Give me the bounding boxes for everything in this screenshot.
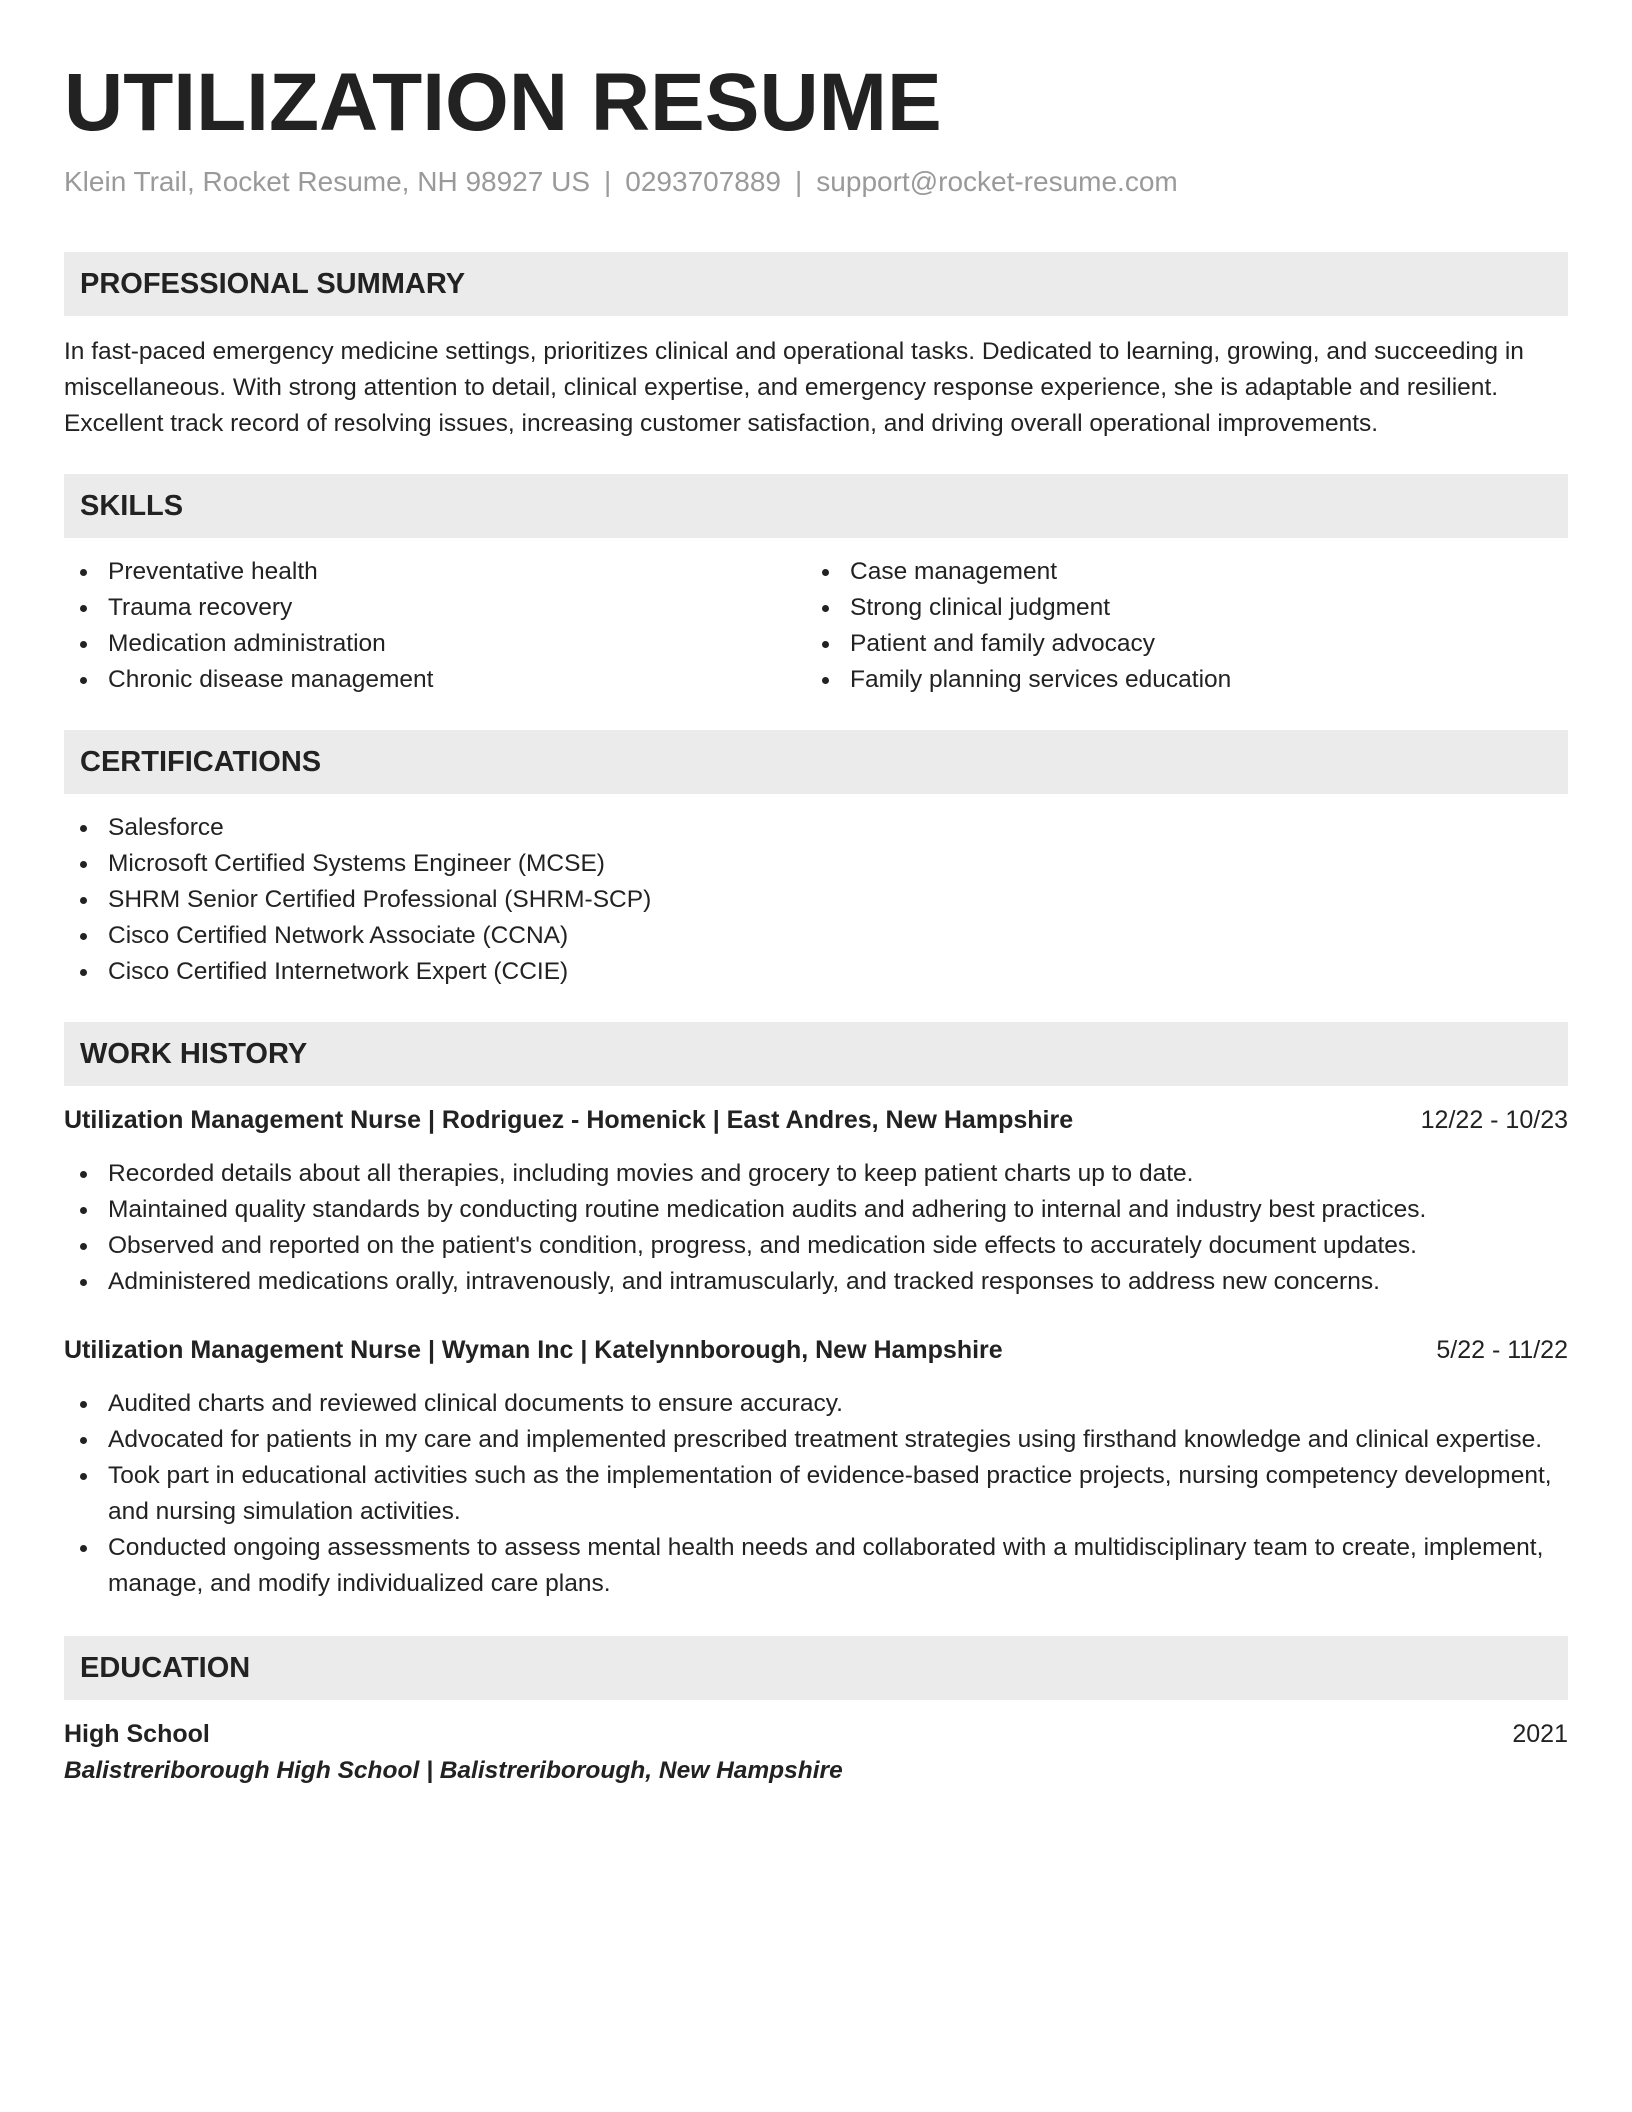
skills-column-right — [806, 554, 1548, 698]
job-dates: 5/22 - 11/22 — [1436, 1336, 1568, 1364]
job-bullet: Administered medications orally, intravenously, and intramuscularly, and tracked responses to address new concerns. — [64, 1264, 1568, 1300]
job-dates: 12/22 - 10/23 — [1420, 1106, 1568, 1134]
job-entry — [64, 1332, 1568, 1602]
section-heading-certifications: CERTIFICATIONS — [64, 730, 1568, 794]
job-header — [64, 1332, 1568, 1368]
section-heading-skills: SKILLS — [64, 474, 1568, 538]
job-bullet: Conducted ongoing assessments to assess mental health needs and collaborated with a multidisciplinary team to create, implement, manage, and modify individualized care plans. — [64, 1530, 1568, 1602]
certification-item: Cisco Certified Internetwork Expert (CCIE) — [64, 954, 1568, 990]
certification-item: SHRM Senior Certified Professional (SHRM-SCP) — [64, 882, 1568, 918]
section-heading-summary: PROFESSIONAL SUMMARY — [64, 252, 1568, 316]
job-title: Utilization Management Nurse | Rodriguez - Homenick | East Andres, New Hampshire — [64, 1106, 1074, 1134]
job-entry — [64, 1102, 1568, 1300]
certification-item: Salesforce — [64, 810, 1568, 846]
job-bullets — [64, 1156, 1568, 1300]
skill-item: Chronic disease management — [64, 662, 806, 698]
contact-address: Klein Trail, Rocket Resume, NH 98927 US — [64, 166, 590, 197]
job-title: Utilization Management Nurse | Wyman Inc | Katelynnborough, New Hampshire — [64, 1336, 1003, 1364]
job-bullet: Maintained quality standards by conducting routine medication audits and adhering to internal and industry best practices. — [64, 1192, 1568, 1228]
contact-separator: | — [795, 166, 803, 197]
certification-item: Microsoft Certified Systems Engineer (MCSE) — [64, 846, 1568, 882]
education-school: Balistreriborough High School | Balistreriborough, New Hampshire — [64, 1757, 843, 1784]
resume-name: UTILIZATION RESUME — [64, 57, 942, 148]
contact-phone: 0293707889 — [625, 166, 782, 197]
skill-item: Patient and family advocacy — [806, 626, 1548, 662]
job-bullet: Audited charts and reviewed clinical documents to ensure accuracy. — [64, 1386, 1568, 1422]
skill-item: Trauma recovery — [64, 590, 806, 626]
education-year: 2021 — [1512, 1720, 1568, 1748]
job-bullet: Took part in educational activities such as the implementation of evidence-based practice projects, nursing competency development, and nursing simulation activities. — [64, 1458, 1568, 1530]
job-bullets — [64, 1386, 1568, 1602]
skill-item: Medication administration — [64, 626, 806, 662]
skills-grid — [64, 554, 1568, 698]
job-bullet: Recorded details about all therapies, including movies and grocery to keep patient charts up to date. — [64, 1156, 1568, 1192]
skill-item: Preventative health — [64, 554, 806, 590]
job-bullet: Observed and reported on the patient's condition, progress, and medication side effects to accurately document updates. — [64, 1228, 1568, 1264]
job-bullet: Advocated for patients in my care and implemented prescribed treatment strategies using firsthand knowledge and clinical expertise. — [64, 1422, 1568, 1458]
certification-item: Cisco Certified Network Associate (CCNA) — [64, 918, 1568, 954]
contact-line — [64, 166, 1568, 200]
summary-text: In fast-paced emergency medicine settings, prioritizes clinical and operational tasks. Dedicated to learning, growing, and succeeding in miscellaneous. With strong attention to detail, clinical expertise, and emergency response experience, she is adaptable and resilient. Excellent track record of resolving issues, increasing customer satisfaction, and driving overall operational improvements. — [64, 338, 1524, 437]
skill-item: Strong clinical judgment — [806, 590, 1548, 626]
section-heading-education: EDUCATION — [64, 1636, 1568, 1700]
skills-column-left — [64, 554, 806, 698]
skill-item: Family planning services education — [806, 662, 1548, 698]
section-heading-work-history: WORK HISTORY — [64, 1022, 1568, 1086]
skill-item: Case management — [806, 554, 1548, 590]
contact-separator: | — [604, 166, 612, 197]
contact-email: support@rocket-resume.com — [816, 166, 1178, 197]
education-header — [64, 1716, 1568, 1752]
job-header — [64, 1102, 1568, 1138]
resume-page — [64, 0, 1568, 1790]
certifications-list — [64, 810, 1568, 990]
education-degree: High School — [64, 1720, 210, 1748]
